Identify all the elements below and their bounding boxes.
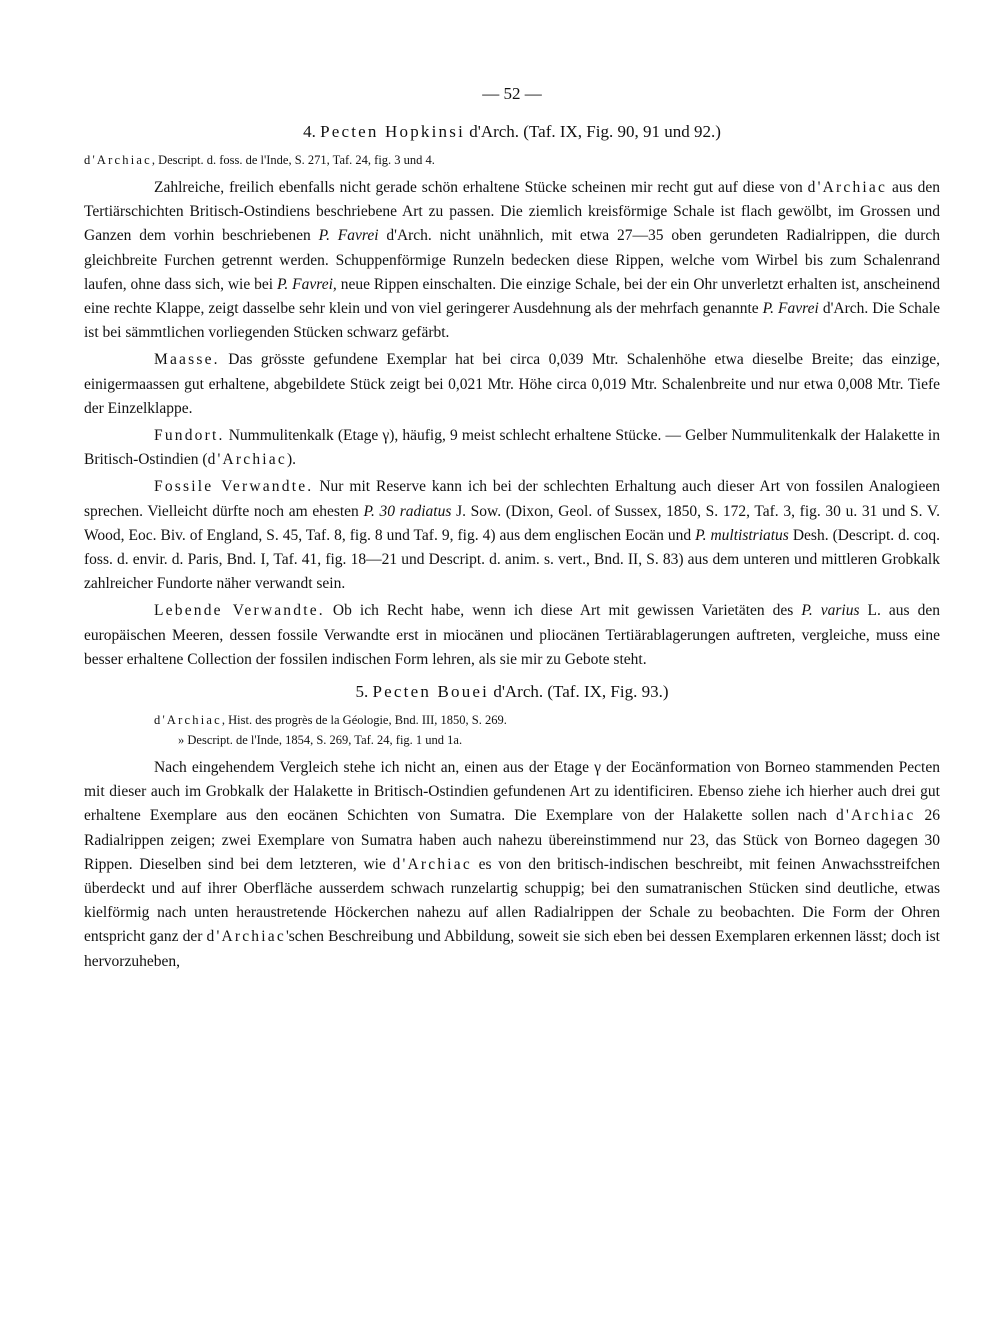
lebende-verwandte-paragraph: Lebende Verwandte. Ob ich Recht habe, wenn ich diese Art mit gewissen Varietäten des P. varius L. aus den europäischen Meeren, dessen fossile Verwandte erst in miocänen und pliocänen Tertiärablagerungen auftreten, vergleiche, muss eine besser erhaltene Collection der fossilen indischen Form lehren, als sie mir zu Gebote steht. <box>84 602 941 668</box>
section-heading-pecten-hopkinsi <box>84 122 940 142</box>
maasse-paragraph: Maasse. Das grösste gefundene Exemplar hat bei circa 0,039 Mtr. Schalenhöhe etwa dieselbe Breite; das einzige, einigermaassen gut erhaltene, abgebildete Stück zeigt bei 0,021 Mtr. Höhe circa 0,019 Mtr. Schalenbreite und nur etwa 0,008 Mtr. Tiefe der Einzelklappe. <box>84 351 940 417</box>
paragraph-label: Lebende Verwandte. <box>154 602 325 620</box>
description-paragraph: Zahlreiche, freilich ebenfalls nicht gerade schön erhaltene Stücke scheinen mir recht gut auf diese von d'Archiac aus den Tertiärschichten Britisch-Ostindiens beschriebene Art zu passen. Die ziemlich kreisförmige Schale ist flach gewölbt, im Grossen und Ganzen dem vorhin beschriebenen P. Favrei d'Arch. nicht unähnlich, mit etwa 27—35 oben gerundeten Radialrippen, die durch gleichbreite Furchen getrennt werden. Schuppenförmige Runzeln bedecken diese Rippen, welche vom Wirbel bis zum Schalenrand laufen, ohne dass sich, wie bei P. Favrei, neue Rippen einschalten. Die einzige Schale, bei der ein Ohr unverletzt erhalten ist, anscheinend eine rechte Klappe, zeigt dasselbe sehr klein und von viel geringerer Ausdehnung als der mehrfach genannte P. Favrei d'Arch. Die Schale ist bei sämmtlichen vorliegenden Stücken schwarz gefärbt. <box>84 179 940 342</box>
fundort-paragraph: Fundort. Nummulitenkalk (Etage γ), häufig, 9 meist schlecht erhaltene Stücke. — Gelber Nummulitenkalk der Halakette in Britisch-Ostindien (d'Archiac). <box>84 427 940 469</box>
heading-species: Pecten Bouei <box>372 682 490 702</box>
document-page <box>84 84 940 977</box>
heading-reference: d'Arch. (Taf. IX, Fig. 93.) <box>489 682 669 702</box>
heading-number: 4. <box>303 122 321 141</box>
fossile-verwandte-paragraph: Fossile Verwandte. Nur mit Reserve kann ich bei der schlechten Erhaltung auch dieser Art von fossilen Analogieen sprechen. Vielleicht dürfte noch am ehesten P. 30 radiatus J. Sow. (Dixon, Geol. of Sussex, 1850, S. 172, Taf. 3, fig. 30 u. 31 und S. V. Wood, Eoc. Biv. of England, S. 45, Taf. 8, fig. 8 und Taf. 9, fig. 4) aus dem englischen Eocän und P. multistriatus Desh. (Descript. d. coq. foss. d. envir. d. Paris, Bnd. I, Taf. 41, fig. 18—21 und Descript. d. anim. s. vert., Bnd. II, S. 83) aus dem unteren und mittleren Grobkalk zahlreicher Fundorte näher verwandt sein. <box>84 478 941 593</box>
section-heading-pecten-bouei <box>84 682 940 702</box>
heading-reference: d'Arch. (Taf. IX, Fig. 90, 91 und 92.) <box>465 122 721 141</box>
paragraph-label: Fossile Verwandte. <box>154 478 314 496</box>
synonymy-reference: » Descript. de l'Inde, 1854, S. 269, Taf. 24, fig. 1 und 1a. <box>178 733 463 748</box>
paragraph-label: Fundort. <box>154 427 225 445</box>
synonymy-reference: d'Archiac, Hist. des progrès de la Géologie, Bnd. III, 1850, S. 269. <box>154 713 507 728</box>
page-number: — 52 — <box>482 84 542 103</box>
synonymy-block <box>84 150 940 170</box>
heading-number: 5. <box>355 682 373 702</box>
description-paragraph: Nach eingehendem Vergleich stehe ich nicht an, einen aus der Etage γ der Eocänformation von Borneo stammenden Pecten mit dieser auch im Grobkalk der Halakette in Britisch-Ostindien gefundenen Art zu identificiren. Ebenso ziehe ich hierher auch drei gut erhaltene Exemplare aus den eocänen Schichten von Sumatra. Die Exemplare von der Halakette sollen nach d'Archiac 26 Radialrippen zeigen; zwei Exemplare von Sumatra haben auch nahezu übereinstimmend nur 23, das Stück von Borneo dagegen 30 Rippen. Dieselben sind bei dem letzteren, wie d'Archiac es von den britisch-indischen beschreibt, mit feinen Anwachsstreifchen überdeckt und auf ihrer Oberfläche ausserdem schwach runzelartig schuppig; bei den sumatranischen Stücken sind deutliche, etwas kielförmig nach unten heraustretende Höckerchen nahezu auf allen Radialrippen der Schale zu beobachten. Die Form der Ohren entspricht ganz der d'Archiac'schen Beschreibung und Abbildung, soweit sie sich eben bei dessen Exemplaren erkennen lässt; doch ist hervorzuheben, <box>84 759 940 970</box>
synonymy-block <box>84 710 940 750</box>
paragraph-label: Maasse. <box>154 351 220 369</box>
synonymy-reference: d'Archiac, Descript. d. foss. de l'Inde, S. 271, Taf. 24, fig. 3 und 4. <box>84 153 435 167</box>
heading-species: Pecten Hopkinsi <box>320 122 465 141</box>
